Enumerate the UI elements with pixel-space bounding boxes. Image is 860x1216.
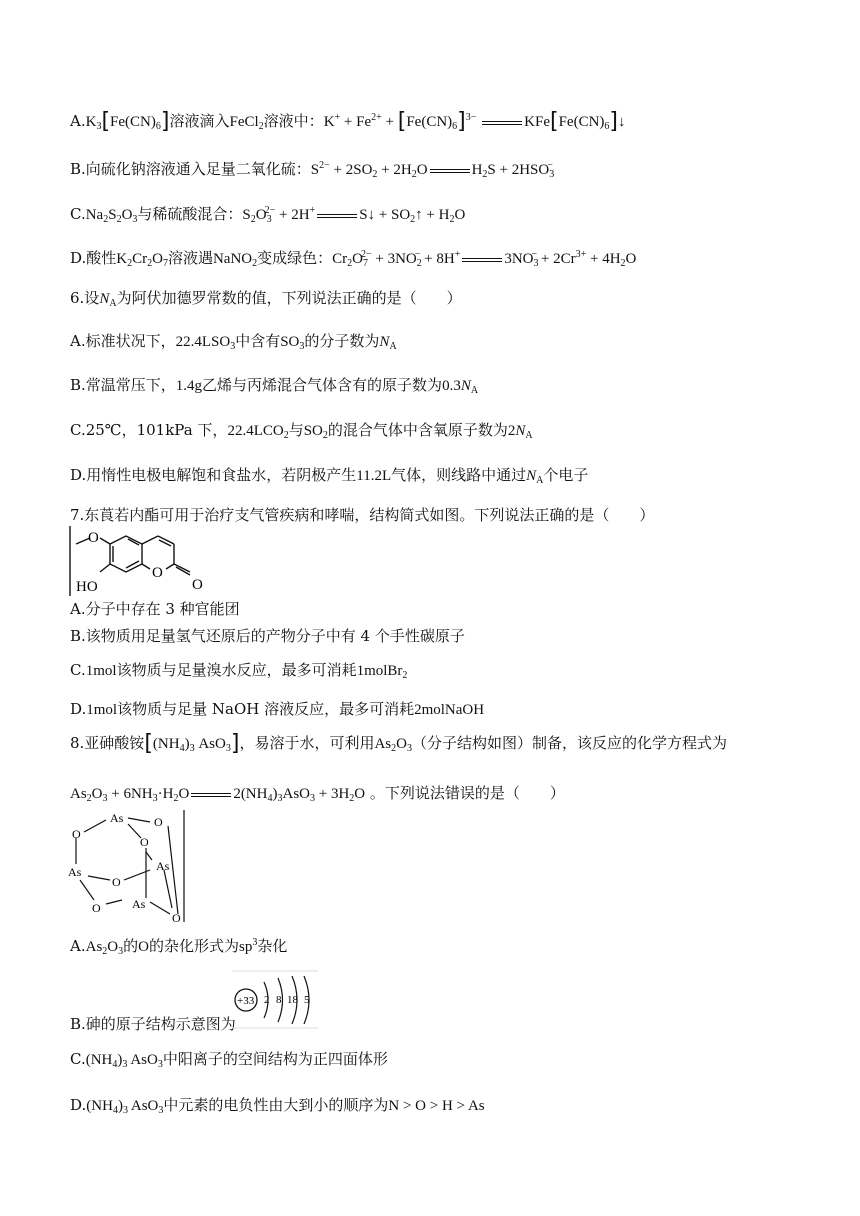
svg-text:As: As xyxy=(132,897,146,911)
q8-option-d[interactable]: $D.(NH_4)_3$ AsO$_3$中元素的电负性由大到小的顺序为N > O > H > As xyxy=(70,1096,485,1116)
formula: $K_3[Fe(CN)_6]$ xyxy=(85,109,170,134)
q7-option-d[interactable]: D.1mol该物质与足量 NaOH 溶液反应，最多可消耗2molNaOH xyxy=(70,700,485,718)
nucleus-label: +33 xyxy=(237,995,255,1007)
ring-oxygen-label: O xyxy=(152,565,163,581)
svg-text:O: O xyxy=(154,815,163,829)
shell-1-electrons: 2 xyxy=(264,994,270,1006)
arsenic-atomic-structure-diagram xyxy=(232,970,318,1030)
q6-stem: 6.设$N_A$为阿伏加德罗常数的值，下列说法正确的是（ ） xyxy=(70,289,462,309)
q8-stem-line1: 8.亚砷酸铵[$(NH_4)_3$ AsO$_3$]，易溶于水，可利用$As_2O_3$（分子结构如图）制备，该反应的化学方程式为 xyxy=(70,731,727,756)
svg-text:O: O xyxy=(112,875,121,889)
methoxy-oxygen-label: O xyxy=(88,530,99,546)
q5-option-c[interactable]: $C.Na_2S_2O_3$与稀硫酸混合：$S_2O_3^{2-} + 2H^+$ S↓ + $SO_2↑ + H_2O$ xyxy=(70,205,466,225)
q6-option-a[interactable]: A.标准状况下，$22.4LSO_3$中含有$SO_3$的分子数为$N_A$ xyxy=(70,332,397,352)
q5-option-a[interactable]: $A.K_3[Fe(CN)_6]$溶液滴入FeCl$_2$溶液中：$K^+ + Fe^{2+} + [Fe(CN)_6]^{3-}$ $KFe[Fe(CN)_6]↓$ xyxy=(70,109,626,134)
q6-option-d[interactable]: D.用惰性电极电解饱和食盐水，若阴极产生11.2L气体，则线路中通过$N_A$个电子 xyxy=(70,466,589,486)
hydroxyl-label: HO xyxy=(76,579,98,595)
q8-stem-line2: $As_2O_3 + 6NH_3\cdot H_2O$ $2(NH_4)_3AsO_3 + 3H_2O$ 。下列说法错误的是（ ） xyxy=(70,784,565,804)
o-label: O xyxy=(72,827,81,841)
q5-option-b[interactable]: B.向硫化钠溶液通入足量二氧化硫：$S^{2-} + 2SO_2 + 2H_2O$ $H_2S + 2HSO_3^-$ xyxy=(70,160,555,180)
q5-option-d[interactable]: D.酸性$K_2Cr_2O_7$溶液遇NaNO$_2$变成绿色：$Cr_2O_7^{2-} + 3NO_2^- + 8H^+$ $3NO_3^- + 2Cr^{3+} + 4H_2O$ xyxy=(70,249,637,269)
shell-2-electrons: 8 xyxy=(276,994,282,1006)
shell-4-electrons: 5 xyxy=(304,994,310,1006)
q8-option-b[interactable]: B.砷的原子结构示意图为 xyxy=(70,1015,236,1033)
q6-option-b[interactable]: B.常温常压下，1.4g乙烯与丙烯混合气体含有的原子数为$0.3N_A$ xyxy=(70,376,479,396)
shell-3-electrons: 18 xyxy=(287,994,298,1006)
q7-option-c[interactable]: C.1mol该物质与足量溴水反应，最多可消耗1molBr$_2$ xyxy=(70,661,408,681)
q7-option-b[interactable]: B.该物质用足量氢气还原后的产物分子中有 4 个手性碳原子 xyxy=(70,627,465,645)
q8-option-c[interactable]: $C.(NH_4)_3$ AsO$_3$中阳离子的空间结构为正四面体形 xyxy=(70,1050,388,1070)
equation: $S_2O_3^{2-} + 2H^+$ S↓ + $SO_2↑ + H_2O$ xyxy=(242,205,466,225)
equation: $K^+ + Fe^{2+} + [Fe(CN)_6]^{3-}$ $KFe[Fe(CN)_6]↓$ xyxy=(323,109,626,134)
svg-text:O: O xyxy=(92,901,101,915)
carbonyl-oxygen-label: O xyxy=(192,577,203,593)
q6-option-c[interactable]: C.25℃，101kPa 下，$22.4LCO_2$与$SO_2$的混合气体中含氧原子数为$2N_A$ xyxy=(70,421,533,441)
q8-option-a[interactable]: $A.As_2O_3$的O的杂化形式为$sp^3$杂化 xyxy=(70,937,288,957)
q7-stem: 7.东莨若内酯可用于治疗支气管疾病和哮喘，结构简式如图。下列说法正确的是（ ） xyxy=(70,506,655,524)
svg-text:As: As xyxy=(68,865,82,879)
q7-option-a[interactable]: A.分子中存在 3 种官能团 xyxy=(70,600,240,618)
svg-text:O: O xyxy=(140,835,149,849)
equation: $Cr_2O_7^{2-} + 3NO_2^- + 8H^+$ $3NO_3^- + 2Cr^{3+} + 4H_2O$ xyxy=(332,249,637,269)
equation: $S^{2-} + 2SO_2 + 2H_2O$ $H_2S + 2HSO_3^-$ xyxy=(310,160,555,180)
scopoletin-structure-figure xyxy=(68,526,238,598)
equation: $As_2O_3 + 6NH_3\cdot H_2O$ $2(NH_4)_3AsO_3 + 3H_2O$ xyxy=(70,786,366,804)
svg-text:As: As xyxy=(156,859,170,873)
as-label-top: As xyxy=(110,811,124,825)
svg-text:O: O xyxy=(172,911,181,924)
as2o3-structure-figure xyxy=(66,808,191,924)
